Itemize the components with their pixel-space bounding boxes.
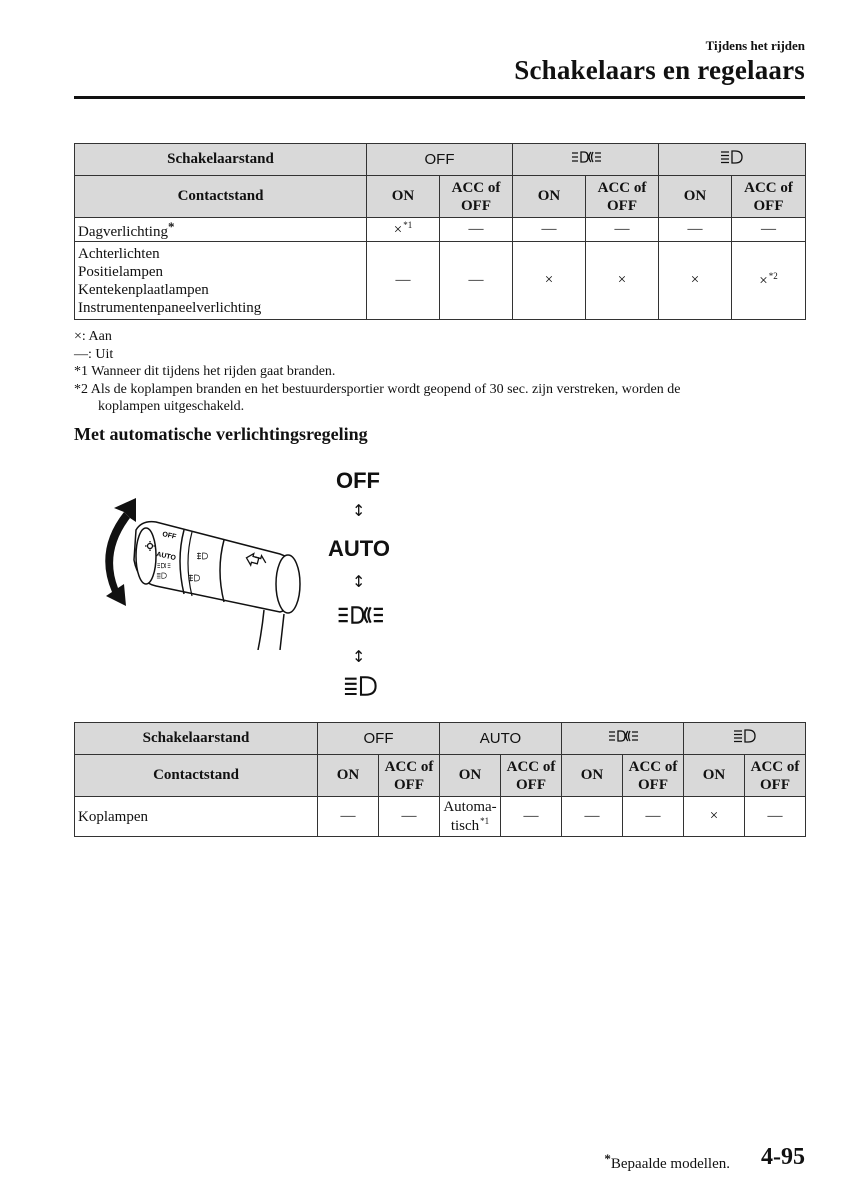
table-cell: —: [440, 242, 513, 320]
table-cell: —: [379, 797, 440, 837]
position-label-auto: AUTO: [328, 536, 390, 561]
headlights-icon: [732, 728, 758, 744]
ignition-header: Contactstand: [75, 176, 367, 218]
switch-position-header: Schakelaarstand: [75, 723, 318, 755]
col-on: ON: [318, 755, 379, 797]
table-cell: —: [513, 218, 586, 242]
lighting-table-2: [74, 722, 806, 837]
parking-lights-icon: [606, 728, 640, 744]
auto-text: tisch$^{*1}$: [450, 816, 490, 834]
position-off: OFF: [318, 723, 440, 755]
headlights-icon: [719, 149, 745, 165]
table-cell: —: [501, 797, 562, 837]
footnote-marker: *2: [768, 271, 778, 281]
table-cell: —: [440, 218, 513, 242]
table-cell: —: [318, 797, 379, 837]
table-cell: ×$^{*1}$: [367, 218, 440, 242]
position-auto: AUTO: [440, 723, 562, 755]
auto-text: Automa-: [443, 799, 497, 815]
table-cell: ×: [684, 797, 745, 837]
footnote-1: *1 Wanneer dit tijdens het rijden gaat branden.: [74, 364, 336, 379]
position-arrow: ↕: [352, 572, 366, 591]
headlights-icon: [342, 674, 380, 698]
parking-lights-icon: [569, 149, 603, 165]
col-acc: ACC of OFF: [623, 755, 684, 797]
position-label-off: OFF: [336, 468, 380, 493]
label-line: Positielampen: [78, 263, 163, 280]
table-cell: ×: [586, 242, 659, 320]
section-title: Met automatische verlichtingsregeling: [74, 424, 368, 444]
label-line: Kentekenplaatlampen: [78, 281, 209, 298]
legend-off: —: Uit: [74, 346, 114, 362]
legend: [74, 328, 680, 416]
lever-label-auto: AUTO: [155, 551, 177, 563]
legend-on: ×: Aan: [74, 329, 112, 344]
table-cell: ×: [659, 242, 732, 320]
page-title: Schakelaars en regelaars: [514, 55, 805, 85]
page-number: 4-95: [761, 1144, 805, 1170]
col-acc: ACC of OFF: [501, 755, 562, 797]
table-cell: —: [562, 797, 623, 837]
switch-position-header: Schakelaarstand: [75, 144, 367, 176]
position-headlights: [684, 723, 806, 755]
table-cell: ×: [513, 242, 586, 320]
col-on: ON: [684, 755, 745, 797]
lighting-table-1: [74, 143, 806, 320]
table-cell: —: [367, 242, 440, 320]
col-acc: ACC of OFF: [732, 176, 806, 218]
footnote-marker: *1: [403, 220, 413, 230]
table-cell-auto: [440, 797, 501, 837]
position-headlights: [659, 144, 806, 176]
row-label-headlights: Koplampen: [75, 797, 318, 837]
table-cell: —: [623, 797, 684, 837]
ignition-header: Contactstand: [75, 755, 318, 797]
row-label-daytime: Dagverlichting*: [75, 218, 367, 242]
section-header: Tijdens het rijden: [705, 38, 805, 53]
position-arrow: ↕: [352, 501, 366, 520]
parking-lights-icon: [334, 601, 386, 629]
footer-note: *Bepaalde modellen.: [604, 1151, 730, 1172]
col-acc: ACC of OFF: [586, 176, 659, 218]
header-rule: [74, 96, 805, 99]
table-cell: —: [586, 218, 659, 242]
table-cell: —: [659, 218, 732, 242]
table-cell: ×$^{*2}$: [732, 242, 806, 320]
position-off: OFF: [367, 144, 513, 176]
table-cell: —: [732, 218, 806, 242]
position-parking-lights: [562, 723, 684, 755]
col-acc: ACC of OFF: [379, 755, 440, 797]
col-on: ON: [440, 755, 501, 797]
footnote-2-cont: koplampen uitgeschakeld.: [98, 399, 245, 414]
position-parking-lights: [513, 144, 659, 176]
label-line: Instrumentenpaneelverlichting: [78, 299, 262, 316]
col-on: ON: [562, 755, 623, 797]
col-acc: ACC of OFF: [745, 755, 806, 797]
col-on: ON: [513, 176, 586, 218]
label-line: Achterlichten: [78, 245, 160, 262]
position-arrow: ↕: [352, 647, 366, 666]
col-on: ON: [367, 176, 440, 218]
col-on: ON: [659, 176, 732, 218]
table-cell: —: [745, 797, 806, 837]
lever-label-off: OFF: [161, 531, 177, 541]
lighting-lever-illustration: [84, 490, 324, 650]
col-acc: ACC of OFF: [440, 176, 513, 218]
footnote-2: *2 Als de koplampen branden en het bestuurdersportier wordt geopend of 30 sec. zijn verstreken, worden de: [74, 381, 681, 397]
row-label-lights: [75, 242, 367, 320]
